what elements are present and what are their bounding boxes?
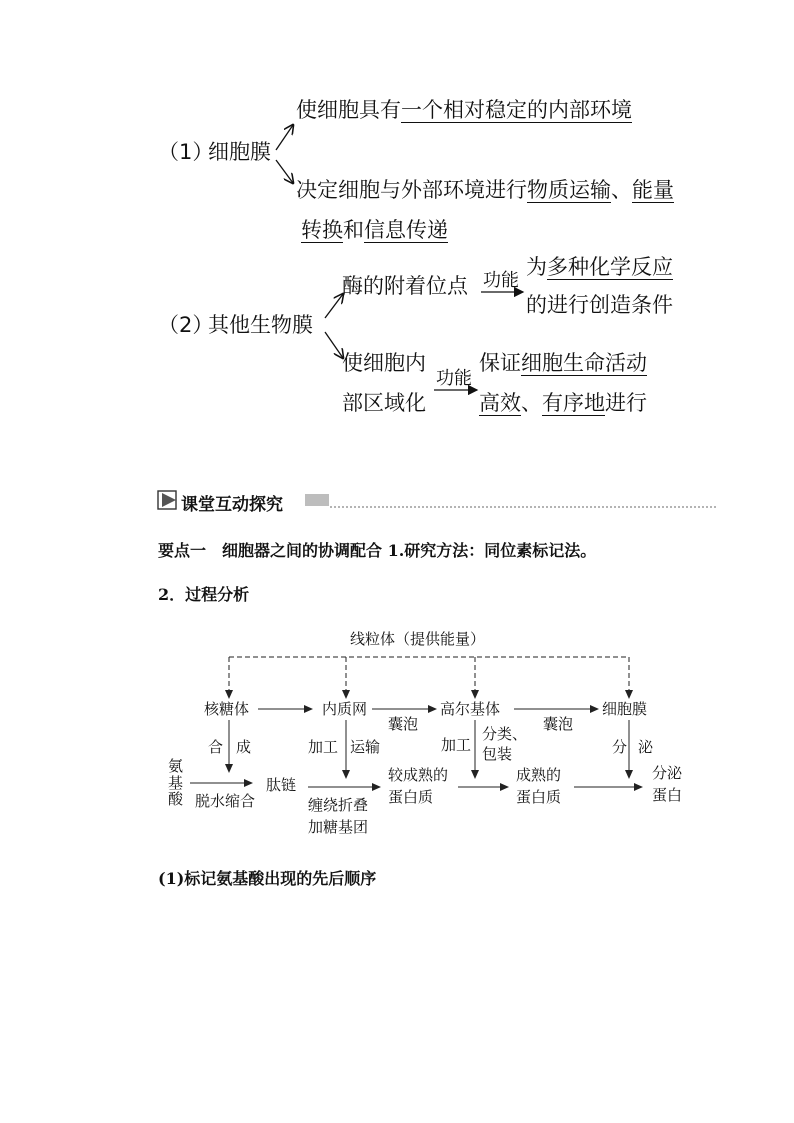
label-folding: 缠绕折叠 bbox=[308, 796, 369, 814]
node-amino-acid bbox=[168, 758, 184, 808]
item2-r2-underlined: 细胞生命活动 bbox=[521, 351, 647, 375]
label-vesicle-2: 囊泡 bbox=[543, 715, 574, 733]
item2-r2-pre: 保证 bbox=[479, 351, 521, 375]
item2-branch2-arrow-label: 功能 bbox=[436, 368, 472, 389]
item2-branch1-result-line2: 的进行创造条件 bbox=[526, 293, 673, 317]
item1-branch2-u1: 物质运输 bbox=[527, 178, 611, 202]
item1-label: 细胞膜 bbox=[208, 140, 271, 164]
item2-r1-underlined: 多种化学反应 bbox=[547, 255, 673, 279]
node-immature-protein-2: 蛋白质 bbox=[388, 788, 434, 806]
node-secreted-protein-2: 蛋白 bbox=[652, 786, 683, 804]
item2-r2-u1: 高效 bbox=[479, 391, 521, 415]
label-vesicle-1: 囊泡 bbox=[388, 715, 419, 733]
label-glycosylation: 加糖基团 bbox=[308, 818, 369, 836]
item2-branch2-line2: 部区域化 bbox=[342, 391, 426, 415]
item2-branch1-arrow-label: 功能 bbox=[483, 270, 519, 291]
item1-marker: （1） bbox=[158, 140, 214, 164]
label-jiagong-golgi: 加工 bbox=[441, 736, 472, 754]
item1-branch2-u2: 能量 bbox=[632, 178, 674, 202]
item2-label: 其他生物膜 bbox=[208, 313, 313, 337]
item1-branch2-text: 决定细胞与外部环境进行 bbox=[296, 178, 527, 202]
item1-branch2-u3: 转换 bbox=[301, 218, 343, 242]
item2-marker: （2） bbox=[158, 313, 214, 337]
item1-branch2-u4: 信息传递 bbox=[364, 218, 448, 242]
label-yunshu: 运输 bbox=[350, 738, 381, 756]
item2-branch2-line1: 使细胞内 bbox=[342, 351, 426, 375]
item1-branch1-text: 使细胞具有 bbox=[296, 98, 401, 122]
node-mitochondria: 线粒体（提供能量） bbox=[350, 630, 486, 648]
label-mi: 泌 bbox=[638, 738, 654, 756]
label-jiagong-er: 加工 bbox=[308, 738, 339, 756]
node-immature-protein-1: 较成熟的 bbox=[388, 766, 449, 784]
label-dehydration: 脱水缩合 bbox=[195, 792, 256, 810]
label-baozhuang: 包装 bbox=[482, 745, 513, 763]
label-cheng: 成 bbox=[236, 738, 252, 756]
node-secreted-protein-1: 分泌 bbox=[652, 764, 683, 782]
item1-branch2-sep: 、 bbox=[611, 178, 632, 202]
point1-heading: 要点一 细胞器之间的协调配合 1.研究方法：同位素标记法。 bbox=[158, 541, 597, 560]
node-amino-acid-text: 氨基酸 bbox=[168, 757, 184, 808]
item2-r2-sep: 、 bbox=[521, 391, 542, 415]
node-er: 内质网 bbox=[322, 700, 368, 718]
point2-heading: 2．过程分析 bbox=[158, 585, 250, 604]
node-mature-protein-2: 蛋白质 bbox=[516, 788, 562, 806]
label-he: 合 bbox=[208, 738, 224, 756]
item1-branch2-mid: 和 bbox=[343, 218, 364, 242]
node-cell-membrane: 细胞膜 bbox=[602, 700, 648, 718]
node-golgi: 高尔基体 bbox=[440, 700, 501, 718]
item2-r1-pre: 为 bbox=[526, 255, 547, 279]
node-ribosome: 核糖体 bbox=[204, 700, 250, 718]
item1-branch1-underlined: 一个相对稳定的内部环境 bbox=[401, 98, 632, 122]
item2-r2-post: 进行 bbox=[605, 391, 647, 415]
item2-branch1-text: 酶的附着位点 bbox=[342, 274, 468, 298]
section-title: 课堂互动探究 bbox=[181, 495, 283, 515]
node-peptide: 肽链 bbox=[266, 776, 297, 794]
label-fenlei: 分类、 bbox=[482, 725, 528, 743]
label-fen: 分 bbox=[612, 738, 628, 756]
node-mature-protein-1: 成熟的 bbox=[516, 766, 562, 784]
item2-r2-u2: 有序地 bbox=[542, 391, 605, 415]
subheading-1: (1)标记氨基酸出现的先后顺序 bbox=[158, 869, 377, 888]
